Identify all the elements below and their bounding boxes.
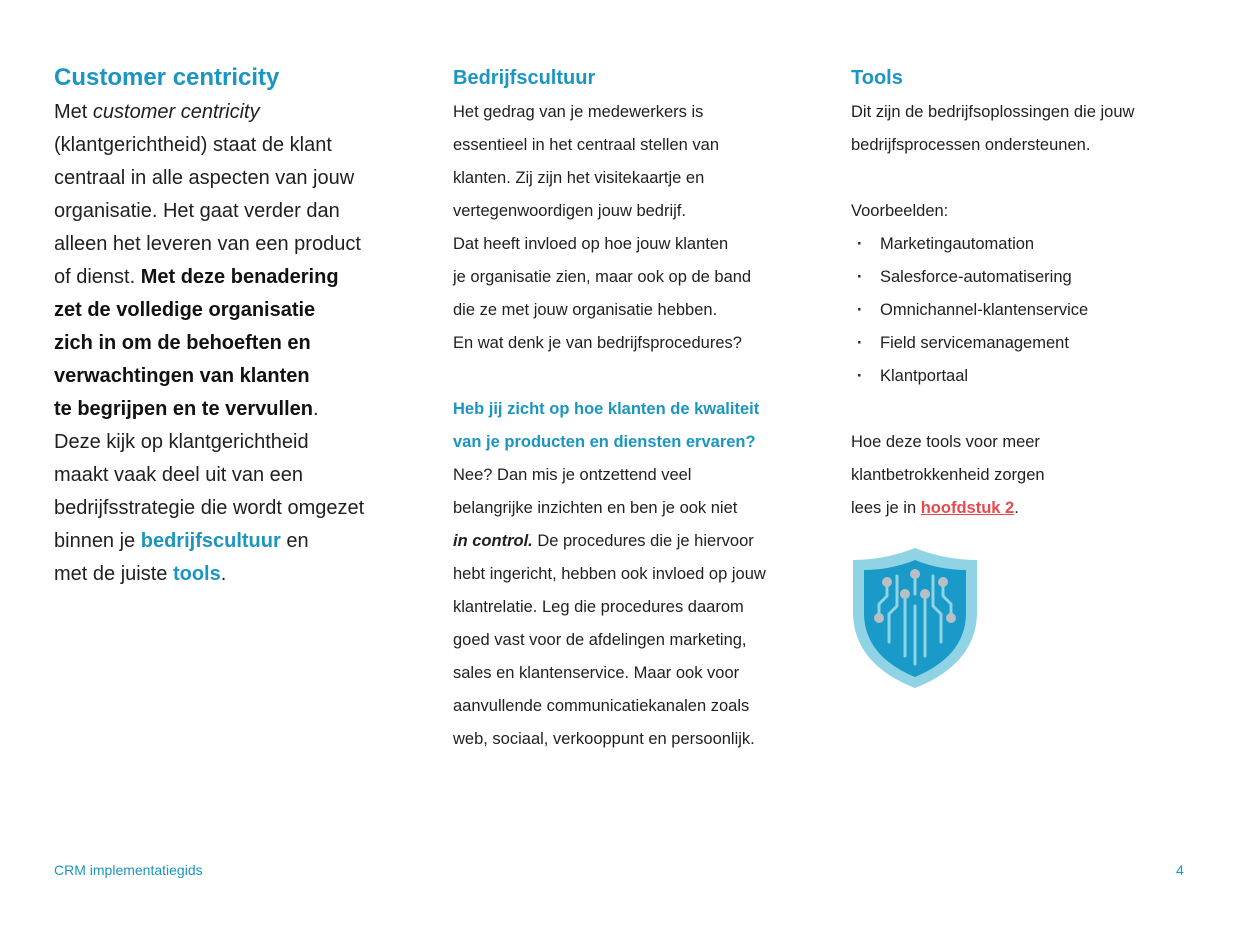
examples-list (851, 228, 1211, 393)
tools-paragraph: Dit zijn de bedrijfsoplossingen die jouw bedrijfsprocessen ondersteunen. (851, 103, 1135, 154)
list-item: · Salesforce-automatisering (851, 261, 1211, 294)
tools-closing-paragraph: Hoe deze tools voor meer klantbetrokkenheid zorgen lees je in hoofdstuk 2. (851, 433, 1045, 517)
heading-tools: Tools (851, 67, 903, 89)
intro-paragraph: Met customer centricity (klantgerichtheid) staat de klant centraal in alle aspecten van jouw organisatie. Het gaat verder dan alleen het leveren van een product of dienst. Met deze benadering zet de volledige organisatie zich in om de behoeften en verwachtingen van klanten te begrijpen en te vervullen. Deze kijk op klantgerichtheid maakt vaak deel uit van een bedrijfsstrategie die wordt omgezet binnen je bedrijfscultuur en met de juiste tools. (54, 101, 365, 585)
shield-circuit-icon (851, 546, 979, 690)
bedrijfscultuur-paragraph: Het gedrag van je medewerkers is essentieel in het centraal stellen van klanten. Zij zijn het visitekaartje en vertegenwoordigen jouw bedrijf. Dat heeft invloed op hoe jouw klanten je organisatie zien, maar ook op de band die ze met jouw organisatie hebben. En wat denk je van bedrijfsprocedures? (453, 103, 752, 352)
heading-bedrijfscultuur: Bedrijfscultuur (453, 67, 596, 89)
heading-customer-centricity: Customer centricity (54, 64, 280, 91)
list-item: · Klantportaal (851, 360, 1211, 393)
term-tools: tools (172, 563, 221, 585)
column-tools (851, 60, 1211, 525)
list-item: · Omnichannel-klantenservice (851, 294, 1211, 327)
examples-label: Voorbeelden: (851, 202, 949, 220)
quality-paragraph: Nee? Dan mis je ontzettend veel belangrijke inzichten en ben je ook niet in control. De procedures die je hiervoor hebt ingericht, hebben ook invloed op jouw klantrelatie. Leg die procedures daarom goed vast voor de afdelingen marketing, sales en klantenservice. Maar ook voor aanvullende communicatiekanalen zoals web, sociaal, verkooppunt en persoonlijk. (453, 466, 766, 748)
footer-page-number: 4 (1176, 862, 1184, 878)
column-bedrijfscultuur (453, 60, 813, 756)
list-item: · Field servicemanagement (851, 327, 1211, 360)
subheading-quality-question: Heb jij zicht op hoe klanten de kwaliteit van je producten en diensten ervaren? (453, 400, 760, 451)
column-customer-centricity (54, 60, 414, 591)
footer-document-title: CRM implementatiegids (54, 862, 203, 878)
term-bedrijfscultuur: bedrijfscultuur (140, 530, 281, 552)
link-hoofdstuk-2[interactable]: hoofdstuk 2 (920, 499, 1015, 517)
list-item: · Marketingautomation (851, 228, 1211, 261)
